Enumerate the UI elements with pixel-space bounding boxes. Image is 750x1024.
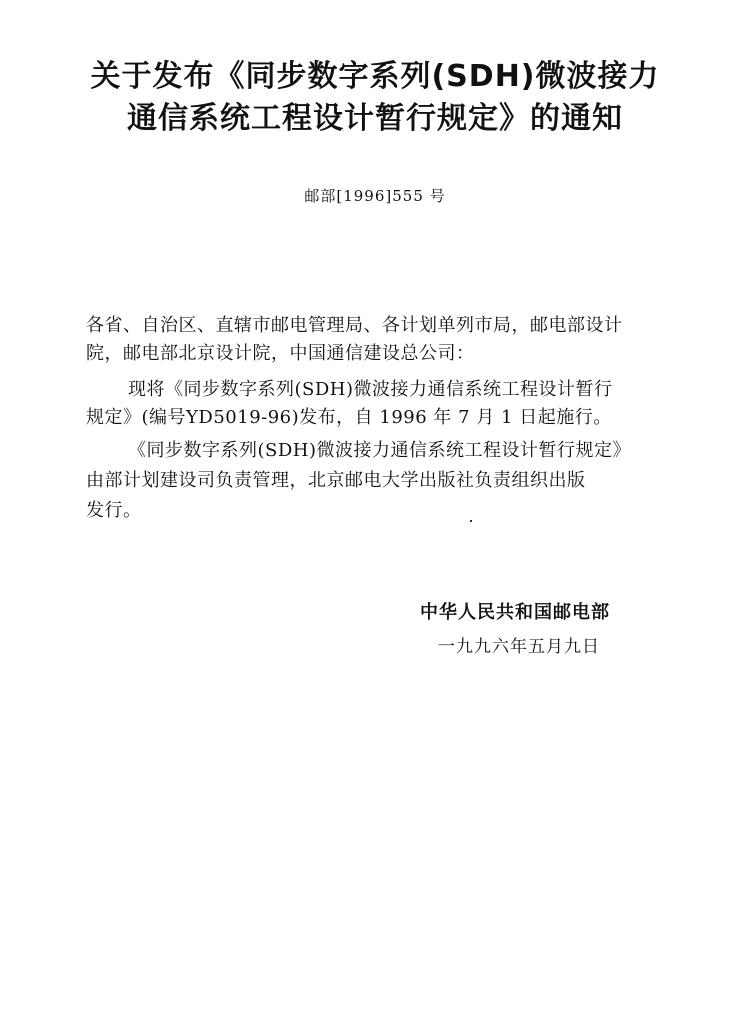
- issuing-authority: 中华人民共和国邮电部: [420, 602, 610, 623]
- paragraph-1-line-2: 规定》(编号YD5019-96)发布，自 1996 年 7 月 1 日起施行。: [86, 407, 612, 428]
- recipient-line-1: 各省、自治区、直辖市邮电管理局、各计划单列市局，邮电部设计: [86, 315, 623, 336]
- paragraph-2-line-3: 发行。: [86, 500, 142, 521]
- scan-speck: [470, 520, 472, 522]
- paragraph-2-line-2: 由部计划建设司负责管理，北京邮电大学出版社负责组织出版: [86, 470, 586, 491]
- notice-title-line-2: 通信系统工程设计暂行规定》的通知: [127, 101, 623, 136]
- paragraph-2-line-1: 《同步数字系列(SDH)微波接力通信系统工程设计暂行规定》: [128, 440, 632, 461]
- paragraph-1-line-1: 现将《同步数字系列(SDH)微波接力通信系统工程设计暂行: [128, 379, 613, 400]
- recipient-line-2: 院，邮电部北京设计院，中国通信建设总公司：: [86, 343, 475, 364]
- notice-title-line-1: 关于发布《同步数字系列(SDH)微波接力: [90, 59, 660, 94]
- document-number: 邮部[1996]555 号: [304, 187, 446, 205]
- issue-date: 一九九六年五月九日: [438, 637, 600, 657]
